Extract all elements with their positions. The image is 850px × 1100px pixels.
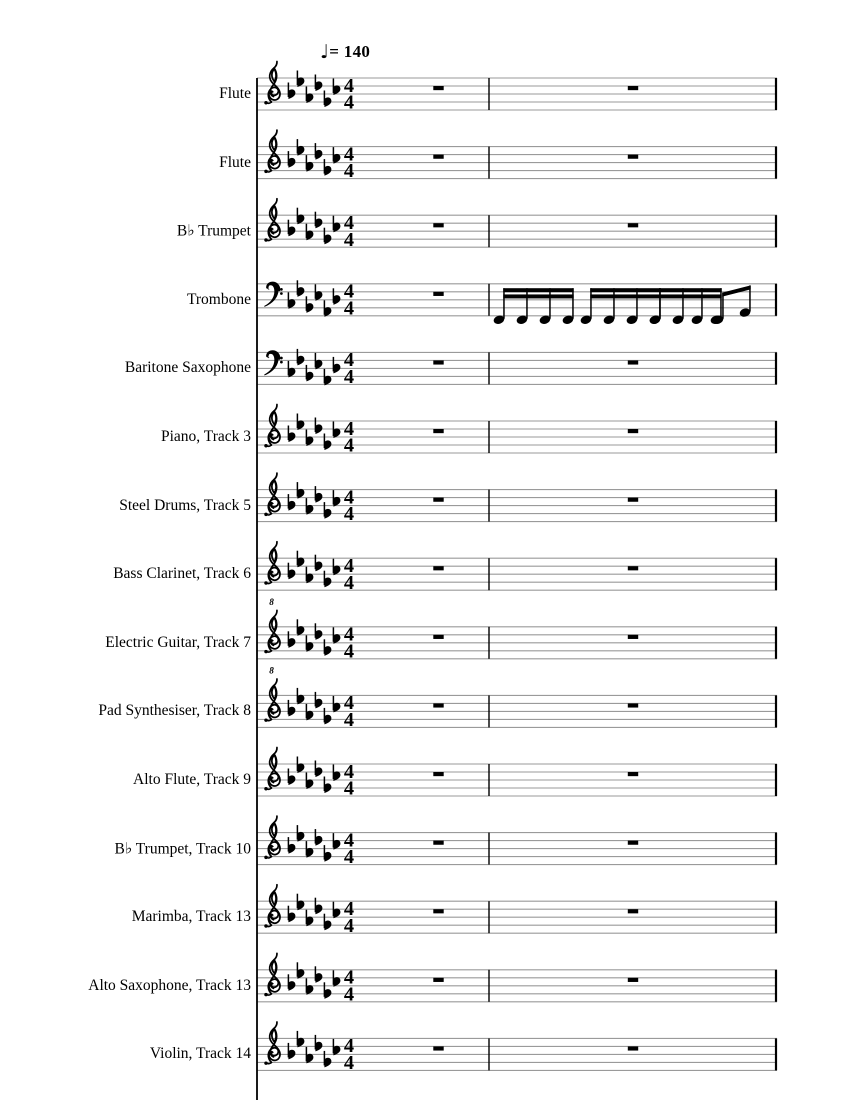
flat-accidental xyxy=(288,906,295,923)
flat-accidental xyxy=(297,619,304,636)
whole-rest-body xyxy=(433,841,443,845)
beamed-note-group xyxy=(580,288,662,325)
flat-accidental xyxy=(297,1031,304,1048)
time-signature-numerator: 4 xyxy=(343,692,355,715)
flat-accidental xyxy=(288,631,295,648)
whole-rest-body xyxy=(433,1046,443,1050)
flat-accidental xyxy=(333,490,340,507)
time-signature xyxy=(344,967,354,1006)
tempo-marking xyxy=(320,40,370,62)
instrument-name-2: Flute xyxy=(219,153,251,171)
flat-accidental xyxy=(315,486,322,503)
beamed-note-group xyxy=(649,288,723,325)
treble-clef-glyph xyxy=(264,953,280,996)
whole-rest xyxy=(628,772,638,776)
flat-accidental xyxy=(288,563,295,580)
whole-rest xyxy=(433,841,443,845)
time-signature-numerator: 4 xyxy=(343,897,355,920)
flat-accidental xyxy=(315,75,322,92)
bass-clef xyxy=(264,283,283,307)
flat-accidental xyxy=(324,228,331,245)
flat-accidental xyxy=(333,288,340,305)
flat-accidental xyxy=(288,837,295,854)
flat-accidental xyxy=(297,208,304,225)
beam xyxy=(590,294,660,298)
flat-accidental xyxy=(297,551,304,568)
treble-clef-glyph xyxy=(264,62,280,105)
time-signature-numerator: 4 xyxy=(343,1035,355,1058)
bass-clef-dot xyxy=(280,292,283,295)
time-signature-denominator: 4 xyxy=(343,777,355,800)
bass-clef-dot xyxy=(280,357,283,360)
flat-accidental xyxy=(306,87,313,104)
whole-rest-body xyxy=(628,1046,638,1050)
flat-accidental xyxy=(333,833,340,850)
whole-rest xyxy=(433,703,443,707)
flat-accidental xyxy=(306,841,313,858)
treble-clef-glyph xyxy=(264,885,280,928)
time-signature-denominator: 4 xyxy=(343,846,355,869)
key-signature xyxy=(288,349,340,386)
whole-rest xyxy=(433,86,443,90)
clef-octave-8-label: 8 xyxy=(269,597,274,607)
flat-accidental xyxy=(324,502,331,519)
flat-accidental xyxy=(288,292,295,309)
flat-accidental xyxy=(288,83,295,100)
whole-rest-body xyxy=(433,909,443,913)
flat-accidental xyxy=(306,224,313,241)
flat-accidental xyxy=(288,974,295,991)
bass-clef xyxy=(264,351,283,375)
flat-accidental xyxy=(297,280,304,297)
flat-accidental xyxy=(306,296,313,313)
beam xyxy=(590,288,660,292)
whole-rest xyxy=(433,635,443,639)
instrument-name-11: Alto Flute, Track 9 xyxy=(133,771,251,788)
flat-accidental xyxy=(288,426,295,443)
flat-accidental xyxy=(297,414,304,431)
time-signature-numerator: 4 xyxy=(343,280,355,303)
time-signature-numerator: 4 xyxy=(343,417,355,440)
flat-accidental xyxy=(315,353,322,370)
time-signature-denominator: 4 xyxy=(343,297,355,320)
treble-clef xyxy=(264,953,280,996)
tempo-quarter-note-icon: ♩ xyxy=(320,41,330,63)
flat-accidental xyxy=(324,91,331,108)
whole-rest xyxy=(433,909,443,913)
treble-clef-glyph xyxy=(264,679,280,722)
whole-rest-body xyxy=(628,841,638,845)
flat-accidental xyxy=(306,704,313,721)
whole-rest xyxy=(433,566,443,570)
whole-rest xyxy=(433,772,443,776)
time-signature-numerator: 4 xyxy=(343,486,355,509)
treble-clef xyxy=(264,748,280,791)
flat-accidental xyxy=(333,422,340,439)
whole-rest xyxy=(628,498,638,502)
time-signature-denominator: 4 xyxy=(343,914,355,937)
time-signature-denominator: 4 xyxy=(343,708,355,731)
flat-accidental xyxy=(315,829,322,846)
flat-accidental xyxy=(324,434,331,451)
flat-accidental xyxy=(333,559,340,576)
flat-accidental xyxy=(333,627,340,644)
beam xyxy=(659,294,721,298)
flat-accidental xyxy=(324,369,331,386)
whole-rest xyxy=(433,292,443,296)
instrument-name-8: Bass Clarinet, Track 6 xyxy=(113,565,251,583)
flat-accidental xyxy=(333,216,340,233)
flat-accidental xyxy=(315,898,322,915)
whole-rest xyxy=(628,360,638,364)
whole-rest xyxy=(628,909,638,913)
whole-rest-body xyxy=(628,635,638,639)
whole-rest xyxy=(628,86,638,90)
beam xyxy=(503,294,573,298)
whole-rest-body xyxy=(628,909,638,913)
flat-accidental xyxy=(324,639,331,656)
flat-accidental xyxy=(297,482,304,499)
time-signature xyxy=(344,486,354,525)
time-signature-numerator: 4 xyxy=(343,623,355,646)
time-signature xyxy=(344,418,354,457)
whole-rest-body xyxy=(628,703,638,707)
flat-accidental xyxy=(324,982,331,999)
whole-rest xyxy=(628,155,638,159)
flat-accidental xyxy=(297,757,304,774)
whole-rest-body xyxy=(433,978,443,982)
bass-clef-glyph xyxy=(264,283,283,307)
flat-accidental xyxy=(288,769,295,786)
instrument-name-6: Piano, Track 3 xyxy=(161,428,251,445)
whole-rest-body xyxy=(628,86,638,90)
flat-accidental xyxy=(297,825,304,842)
time-signature-numerator: 4 xyxy=(343,554,355,577)
whole-rest-body xyxy=(433,635,443,639)
time-signature-denominator: 4 xyxy=(343,91,355,114)
flat-accidental xyxy=(306,635,313,652)
time-signature-denominator: 4 xyxy=(343,571,355,594)
treble-clef-glyph xyxy=(264,748,280,791)
flat-accidental xyxy=(306,155,313,172)
whole-rest-body xyxy=(628,978,638,982)
instrument-name-14: Alto Saxophone, Track 13 xyxy=(88,976,251,994)
beam xyxy=(659,288,721,292)
flat-accidental xyxy=(306,978,313,995)
time-signature-numerator: 4 xyxy=(343,211,355,234)
tempo-value-label: = 140 xyxy=(329,42,371,61)
flat-accidental xyxy=(315,692,322,709)
bass-clef-dot xyxy=(280,361,283,364)
flat-accidental xyxy=(315,761,322,778)
flat-accidental xyxy=(333,357,340,374)
whole-rest xyxy=(628,429,638,433)
instrument-name-10: Pad Synthesiser, Track 8 xyxy=(98,702,251,720)
flat-accidental xyxy=(306,773,313,790)
time-signature xyxy=(344,143,354,182)
bass-clef-glyph xyxy=(264,351,283,375)
whole-rest xyxy=(433,978,443,982)
flat-accidental xyxy=(288,1043,295,1060)
whole-rest xyxy=(433,223,443,227)
flat-accidental xyxy=(315,555,322,572)
time-signature-denominator: 4 xyxy=(343,983,355,1006)
flat-accidental xyxy=(324,159,331,176)
treble-clef-glyph xyxy=(264,816,280,859)
flat-accidental xyxy=(297,71,304,88)
time-signature-denominator: 4 xyxy=(343,365,355,388)
treble-clef xyxy=(264,1022,280,1065)
whole-rest xyxy=(628,635,638,639)
whole-rest-body xyxy=(433,292,443,296)
flat-accidental xyxy=(288,700,295,717)
time-signature xyxy=(344,829,354,868)
flat-accidental xyxy=(315,623,322,640)
flat-accidental xyxy=(297,962,304,979)
flat-accidental xyxy=(333,79,340,96)
time-signature xyxy=(344,1035,354,1074)
whole-rest-body xyxy=(628,155,638,159)
flat-accidental xyxy=(297,688,304,705)
treble-clef xyxy=(264,679,280,722)
whole-rest xyxy=(628,1046,638,1050)
whole-rest-body xyxy=(433,155,443,159)
flat-accidental xyxy=(288,220,295,237)
treble-clef xyxy=(264,62,280,105)
treble-clef-glyph xyxy=(264,199,280,242)
flat-accidental xyxy=(324,708,331,725)
instrument-name-12: B♭ Trumpet, Track 10 xyxy=(114,840,251,858)
whole-rest-body xyxy=(433,223,443,227)
flat-accidental xyxy=(297,139,304,156)
flat-accidental xyxy=(324,300,331,317)
time-signature-denominator: 4 xyxy=(343,434,355,457)
flat-accidental xyxy=(315,143,322,160)
flat-accidental xyxy=(306,430,313,447)
flat-accidental xyxy=(333,1039,340,1056)
treble-clef xyxy=(264,130,280,173)
whole-rest xyxy=(628,978,638,982)
bass-clef-dot xyxy=(280,288,283,291)
whole-rest-body xyxy=(628,360,638,364)
time-signature-numerator: 4 xyxy=(343,349,355,372)
whole-rest-body xyxy=(628,566,638,570)
flat-accidental xyxy=(333,970,340,987)
whole-rest-body xyxy=(433,360,443,364)
time-signature xyxy=(344,761,354,800)
time-signature xyxy=(344,555,354,594)
time-signature-numerator: 4 xyxy=(343,966,355,989)
treble-clef xyxy=(264,405,280,448)
flat-accidental xyxy=(306,365,313,382)
instrument-name-5: Baritone Saxophone xyxy=(124,359,251,377)
time-signature-denominator: 4 xyxy=(343,503,355,526)
whole-rest-body xyxy=(433,772,443,776)
time-signature-denominator: 4 xyxy=(343,160,355,183)
whole-rest-body xyxy=(628,772,638,776)
whole-rest xyxy=(433,360,443,364)
treble-clef-glyph xyxy=(264,1022,280,1065)
instrument-name-3: B♭ Trumpet xyxy=(176,222,251,240)
key-signature xyxy=(288,280,340,317)
whole-rest-body xyxy=(433,566,443,570)
time-signature xyxy=(344,212,354,251)
flat-accidental xyxy=(324,777,331,794)
time-signature xyxy=(344,692,354,731)
treble-clef xyxy=(264,473,280,516)
time-signature xyxy=(344,349,354,388)
time-signature xyxy=(344,898,354,937)
treble-clef xyxy=(264,816,280,859)
time-signature-numerator: 4 xyxy=(343,143,355,166)
time-signature-denominator: 4 xyxy=(343,228,355,251)
instrument-name-15: Violin, Track 14 xyxy=(149,1045,251,1063)
instrument-name-4: Trombone xyxy=(186,290,251,308)
flat-accidental xyxy=(333,902,340,919)
flat-accidental xyxy=(297,894,304,911)
treble-clef-glyph xyxy=(264,473,280,516)
flat-accidental xyxy=(315,212,322,229)
time-signature-numerator: 4 xyxy=(343,74,355,97)
whole-rest-body xyxy=(628,498,638,502)
whole-rest-body xyxy=(628,223,638,227)
flat-accidental xyxy=(324,914,331,931)
flat-accidental xyxy=(315,1035,322,1052)
flat-accidental xyxy=(306,910,313,927)
treble-clef-glyph xyxy=(264,542,280,585)
instrument-name-13: Marimba, Track 13 xyxy=(131,908,251,926)
time-signature xyxy=(344,624,354,663)
flat-accidental xyxy=(315,418,322,435)
flat-accidental xyxy=(297,349,304,366)
flat-accidental xyxy=(306,1047,313,1064)
flat-accidental xyxy=(306,567,313,584)
whole-rest xyxy=(628,223,638,227)
instrument-name-1: Flute xyxy=(219,85,251,102)
clef-octave-8-label: 8 xyxy=(269,665,274,676)
whole-rest xyxy=(433,155,443,159)
flat-accidental xyxy=(315,966,322,983)
whole-rest xyxy=(433,498,443,502)
time-signature xyxy=(344,75,354,114)
whole-rest xyxy=(628,703,638,707)
time-signature-denominator: 4 xyxy=(343,640,355,663)
treble-clef xyxy=(264,885,280,928)
flat-accidental xyxy=(288,151,295,168)
whole-rest-body xyxy=(433,703,443,707)
whole-rest-body xyxy=(433,498,443,502)
beam xyxy=(722,285,750,296)
whole-rest-body xyxy=(433,429,443,433)
time-signature-numerator: 4 xyxy=(343,760,355,783)
flat-accidental xyxy=(324,571,331,588)
treble-clef-glyph xyxy=(264,610,280,653)
instrument-name-9: Electric Guitar, Track 7 xyxy=(105,633,251,651)
time-signature-numerator: 4 xyxy=(343,829,355,852)
whole-rest xyxy=(628,566,638,570)
beam xyxy=(503,288,573,292)
treble-clef-glyph xyxy=(264,130,280,173)
flat-accidental xyxy=(324,845,331,862)
time-signature-denominator: 4 xyxy=(343,1051,355,1074)
treble-clef-glyph xyxy=(264,405,280,448)
time-signature xyxy=(344,281,354,320)
flat-accidental xyxy=(288,494,295,511)
instrument-name-7: Steel Drums, Track 5 xyxy=(119,496,251,514)
flat-accidental xyxy=(306,498,313,514)
whole-rest-body xyxy=(628,429,638,433)
whole-rest xyxy=(433,1046,443,1050)
whole-rest-body xyxy=(433,86,443,90)
flat-accidental xyxy=(288,361,295,378)
flat-accidental xyxy=(315,284,322,301)
whole-rest xyxy=(628,841,638,845)
treble-clef xyxy=(264,199,280,242)
whole-rest xyxy=(433,429,443,433)
flat-accidental xyxy=(333,147,340,164)
flat-accidental xyxy=(333,765,340,782)
beamed-note-group xyxy=(493,288,575,325)
flat-accidental xyxy=(333,696,340,713)
flat-accidental xyxy=(324,1051,331,1068)
